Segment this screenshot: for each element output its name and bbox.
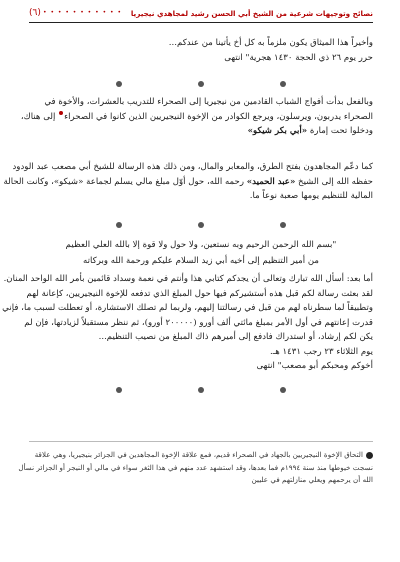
footnote-reference[interactable] [59, 111, 63, 115]
separator-dot [198, 81, 204, 87]
footnote [18, 449, 373, 487]
opening-line-1: وأخيراً هذا الميثاق يكون ملزماً به كل أخ يأتينا من عندكم... [168, 38, 373, 48]
letter-body [2, 272, 373, 374]
letter-signature: أخوكم ومحبكم أبو مصعب" انتهى [256, 361, 373, 371]
letter-line-6: قدرت إعانتهم في أول الأمر بمبلغ مائتي ألف أورو (٢٠٠٠٠٠ أورو)، ثم ننظر مستقبلاً لزيادتها، فإن لم [24, 317, 373, 328]
letter-basmala: "بسم الله الرحمن الرحيم وبه نستعين، ولا حول ولا قوة إلا بالله العلي العظيم [65, 240, 337, 250]
paragraph-1-line-2-text: الصحراء يدربون، ويرسلون، ويرجع الكوادر من الإخوة النيجيريين الذين كانوا في الصحراء [64, 111, 373, 122]
separator-dot [116, 222, 122, 228]
letter-line-5: وتطبيقاً لما سطرناه لهم من قبل في رسالتنا إليهم، ولربما لم تصلك الاستشارة، أو تعطلت لسبب ما، فإني [2, 303, 373, 313]
page-number: (٦) [29, 8, 41, 18]
separator-dot [280, 81, 286, 87]
emir-name: «أبي بكر شيكو» [247, 126, 308, 136]
separator-dot [198, 387, 204, 393]
letter-line-7: يكن لكم إرشاد، أو استدراك فادفع إلى أميرهم ذاك المبلغ من نصيب التنظيم... [98, 332, 373, 342]
footnote-rule [29, 441, 373, 442]
footnote-line-2: نسجت خيوطها منذ سنة ١٩٩٤م فما بعدها، وقد استشهد عدد منهم في هذا الثغر سواء في مالي أو النيجر أو الجزائر نسأل [18, 462, 373, 472]
footnote-line-1 [29, 449, 373, 462]
paragraph-1-line-1: وبالفعل بدأت أفواج الشباب القادمين من نيجيريا إلى الصحراء للتدريب بالعشرات، والأخوة في [44, 97, 373, 107]
separator-dots-1 [29, 81, 373, 87]
page-header [29, 8, 373, 24]
paragraph-1-line-2-end: إلى هناك، [20, 111, 56, 122]
letter-greeting: من أمير التنظيم إلى أخيه أبي زيد السلام عليكم ورحمة الله وبركاته [83, 256, 319, 266]
paragraph-2-line-1: كما دعّم المجاهدون بفتح الطرق، والمعابر والمال، ومن ذلك هذه الرسالة للشيخ أبي مصعب عبد الودود [12, 162, 373, 172]
letter-line-3: أما بعد: أسأل الله تبارك وتعالى أن يجدكم كتابي هذا وأنتم في نعمة وسداد قائمين بأمر الله الواحد المنان. [3, 274, 373, 284]
separator-dot [116, 81, 122, 87]
running-title: نصائح وتوجيهات شرعية من الشيخ أبي الحسن رشيد لمجاهدي نيجيريا [130, 9, 373, 18]
separator-dots-3 [29, 387, 373, 393]
letter-line-4: لقد بعثت رسالة لكم قبل هذه أستشيركم فيها حول المبلغ الذي تدفعه للإخوة النيجيريين، كإعانة لهم [26, 288, 373, 299]
header-dots: • • • • • • • • • • • [43, 9, 123, 16]
separator-dot [198, 222, 204, 228]
opening-block [29, 36, 373, 65]
recipient-name: «عبد الحميد» [246, 176, 296, 187]
separator-dot [280, 387, 286, 393]
paragraph-2 [3, 160, 373, 204]
paragraph-2-line-3: المالية للتنظيم يومها صعبة نوعاً ما. [249, 191, 373, 201]
footnote-line-1-text: التحاق الإخوة النيجيريين بالجهاد في الصحراء قديم، فمع علاقة الإخوة المجاهدين في الجزائر بنيجيريا، وهي علاقة [34, 450, 363, 459]
paragraph-1-line-2 [20, 110, 373, 125]
paragraph-1 [20, 95, 373, 139]
opening-line-2: حرر يوم ٢٦ ذي الحجة ١٤٣٠ هجرية" انتهى [224, 52, 373, 63]
paragraph-1-line-3-text: ودخلوا تحت إمارة [309, 126, 373, 136]
separator-dot [280, 222, 286, 228]
paragraph-2-line-2-end: رحمه الله، حول أوّل مبلغ مالي يسلم لجماعة «شيكو»، وكانت الحالة [3, 176, 244, 187]
header-rule [29, 22, 373, 23]
separator-dots-2 [29, 222, 373, 228]
paragraph-2-line-2 [3, 175, 373, 190]
separator-dot [116, 387, 122, 393]
letter-date: يوم الثلاثاء ٢٣ رجب ١٤٣١ هـ. [270, 346, 373, 357]
footnote-line-3: الله أن يرحمهم ويعلي منازلتهم في عليين [251, 475, 373, 484]
footnote-marker-icon [366, 452, 373, 459]
paragraph-2-line-2-start: حفظه الله إلى الشيخ [298, 176, 373, 187]
paragraph-1-line-3 [29, 124, 373, 139]
